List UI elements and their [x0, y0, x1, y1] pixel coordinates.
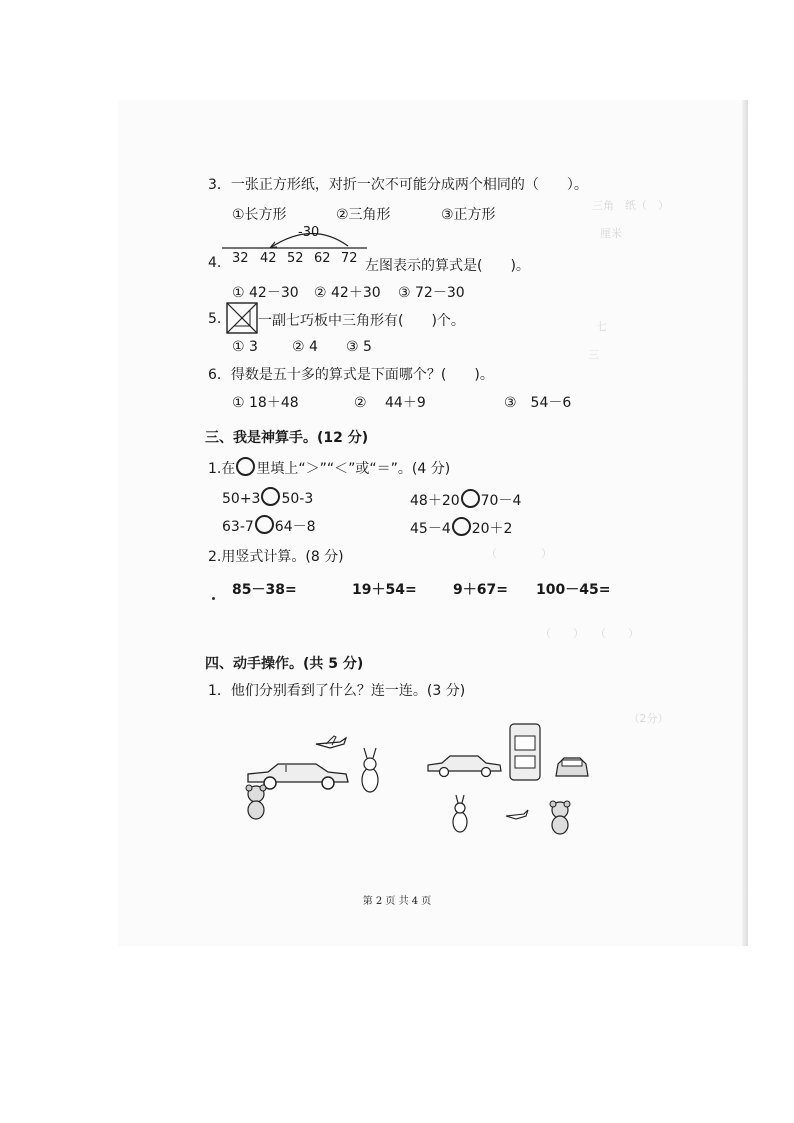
q5-option-3: ③ 5 [346, 339, 372, 355]
page-footer: 第 2 页 共 4 页 [362, 896, 432, 907]
q5-number: 5. [208, 311, 222, 327]
bear-icon [246, 785, 266, 819]
instruction-suffix: 里填上“＞”“＜”或“＝”。(4 分) [256, 461, 451, 477]
q6-option-1: ① 18＋48 [232, 395, 299, 411]
q5-option-1: ① 3 [232, 339, 258, 355]
vertical-calc-instruction: 2.用竖式计算。(8 分) [208, 549, 344, 565]
q3-stem: 3．一张正方形纸，对折一次不可能分成两个相同的（ ）。 [208, 177, 588, 193]
tangram-icon [226, 302, 258, 334]
compare-instruction [208, 457, 450, 478]
circle-icon [236, 457, 255, 476]
q6-option-3: ③ 54－6 [504, 395, 572, 411]
q6-option-2: ② 44＋9 [354, 395, 426, 411]
left-expression: 63-7 [222, 519, 254, 535]
airplane-icon [506, 810, 528, 819]
compare-item-4 [410, 517, 512, 538]
tick-label: 72 [341, 251, 358, 266]
car-side-view-icon [428, 756, 501, 777]
left-expression: 45－4 [410, 521, 451, 537]
q3-option-3: ③正方形 [441, 207, 496, 223]
calc-problem: 85－38= [232, 582, 297, 598]
q3-option-1: ①长方形 [232, 207, 287, 223]
q5-option-2: ② 4 [292, 339, 318, 355]
views-illustration [424, 722, 592, 838]
q5-stem: 一副七巧板中三角形有( )个。 [258, 313, 465, 329]
instruction-prefix: 1.在 [208, 461, 236, 477]
right-expression: 50-3 [281, 491, 314, 507]
rabbit-icon [453, 795, 467, 832]
compare-item-1 [222, 487, 313, 508]
q4-option-2: ② 42＋30 [314, 285, 381, 301]
matching-instruction: 1．他们分别看到了什么？连一连。(3 分) [208, 683, 466, 699]
car-top-view-icon [510, 724, 540, 780]
calc-problem: 100－45= [536, 582, 611, 598]
answer-circle[interactable] [255, 515, 274, 534]
section-4-title: 四、动手操作。(共 5 分) [205, 656, 364, 672]
jump-arrowhead [270, 242, 277, 248]
q6-stem: 6．得数是五十多的算式是下面哪个？( )。 [208, 367, 494, 383]
right-expression: 64－8 [274, 519, 316, 535]
compare-item-3 [222, 515, 316, 536]
q3-option-2: ②三角形 [336, 207, 391, 223]
q4-number: 4. [208, 255, 222, 271]
answer-circle[interactable] [261, 487, 280, 506]
section-3-title: 三、我是神算手。(12 分) [205, 430, 369, 446]
jump-label: -30 [298, 225, 320, 240]
right-expression: 70－4 [480, 493, 522, 509]
q4-option-1: ① 42－30 [232, 285, 299, 301]
answer-circle[interactable] [461, 489, 480, 508]
car-front-view-icon [556, 758, 588, 776]
calc-problem: 19＋54= [352, 582, 417, 598]
tick-label: 42 [260, 251, 277, 266]
tick-label: 62 [314, 251, 331, 266]
calc-problem: 9＋67= [453, 582, 508, 598]
bear-icon [550, 801, 570, 834]
tick-label: 32 [232, 251, 249, 266]
airplane-icon [316, 736, 346, 748]
left-expression: 50+3 [222, 491, 261, 507]
speck [212, 597, 215, 600]
compare-item-2 [410, 489, 521, 510]
rabbit-icon [362, 748, 378, 792]
answer-circle[interactable] [452, 517, 471, 536]
scene-illustration [240, 730, 400, 820]
left-expression: 48＋20 [410, 493, 460, 509]
q4-stem: 左图表示的算式是( )。 [365, 258, 530, 274]
right-expression: 20＋2 [471, 521, 513, 537]
q4-option-3: ③ 72－30 [398, 285, 465, 301]
tick-label: 52 [287, 251, 304, 266]
